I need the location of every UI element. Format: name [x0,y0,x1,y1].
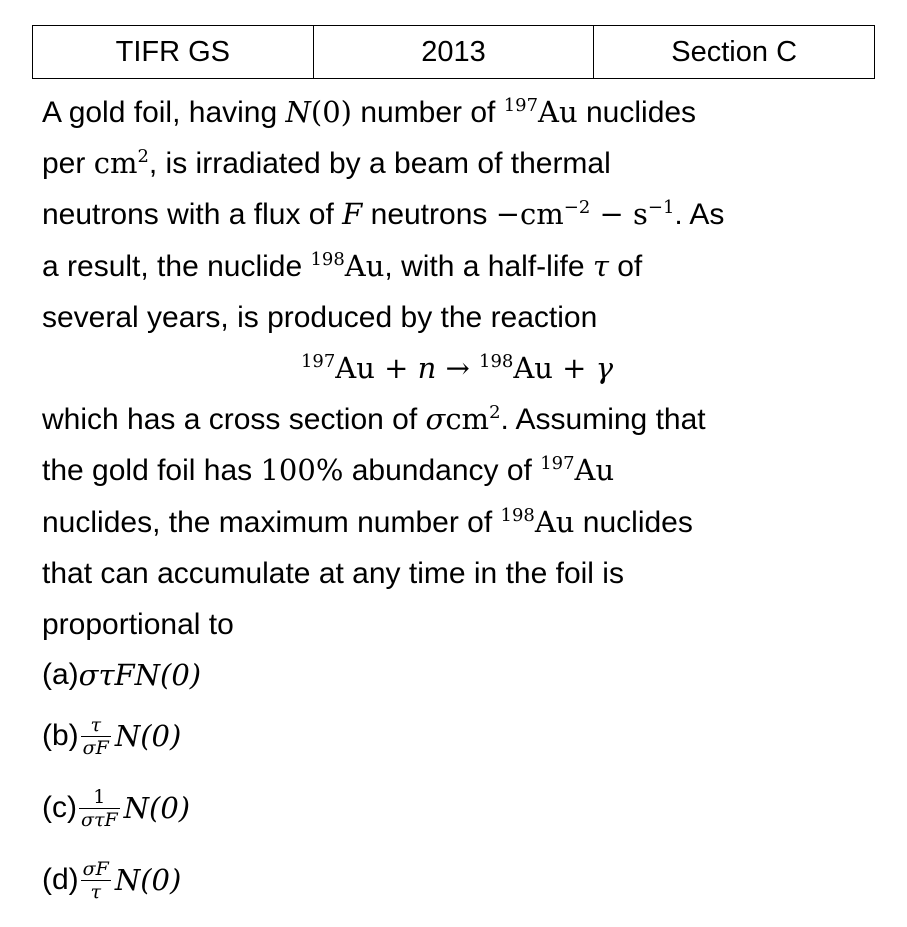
exponent: 2 [489,401,501,423]
denominator: σF [82,736,109,759]
arrow: → [436,350,480,385]
text: of [608,249,643,283]
unit: cm [93,146,138,181]
mass-number: 197 [540,453,575,475]
header-section: Section C [594,26,875,79]
option-label: (a) [42,658,79,692]
element-symbol: Au [344,248,385,283]
element-symbol: Au [574,453,615,488]
text: nuclides [574,505,693,539]
question-line-1 [42,87,872,138]
element-symbol: Au [534,504,575,539]
option-label: (c) [42,791,77,825]
math: (0) [310,95,352,129]
option-expression: N(0) [114,863,182,898]
denominator: τ [90,880,101,903]
exponent: −2 [563,197,591,219]
mass-number: 197 [503,94,539,116]
reaction-equation [42,343,872,394]
text: abundancy of [343,454,541,488]
option-d [42,844,872,916]
text: neutrons with a flux of [42,198,343,232]
text: . As [674,198,725,232]
option-label: (d) [42,863,79,897]
question-line-5: several years, is produced by the reaction [42,300,598,334]
option-label: (b) [42,719,79,753]
text: number of [351,96,504,129]
text: nuclides, the maximum number of [42,505,501,539]
exponent: −1 [647,197,675,219]
question-line-3 [42,189,872,240]
exponent: 2 [137,146,149,168]
math-var: τ [592,248,609,283]
unit: − s [590,197,648,232]
text: , is irradiated by a beam of thermal [148,147,611,181]
numerator: 1 [79,786,120,809]
text: the gold foil has [42,454,261,488]
option-b [42,700,872,772]
option-expression: στFN(0) [78,658,202,693]
header-exam: TIFR GS [33,26,314,79]
math-var: F [342,197,363,232]
math-var: N [285,95,311,129]
question-line-4 [42,241,872,292]
text: per [42,147,94,181]
text: which has a cross section of [42,403,426,437]
fraction [81,858,111,903]
unit: cm [445,402,490,437]
question-line-7 [42,394,872,445]
text: , with a half-life [384,249,593,283]
question-line-8 [42,445,872,496]
question-body [42,87,872,916]
question-line-11: proportional to [42,607,234,641]
fraction [81,714,111,759]
numerator: σF [82,857,109,880]
text: neutrons [362,198,496,232]
math: Au + [513,350,596,385]
mass-number: 198 [500,504,535,526]
math: 100% [260,453,344,488]
option-expression: N(0) [114,719,182,754]
math-var: γ [595,350,614,385]
denominator: στF [80,808,118,831]
mass-number: 198 [479,350,514,372]
text: A gold foil, having [42,96,286,129]
question-line-10: that can accumulate at any time in the foil is [42,556,624,590]
mass-number: 198 [310,248,345,270]
numerator: τ [81,714,111,737]
header-row [33,26,875,79]
text: nuclides [577,96,697,129]
text: a result, the nuclide [42,249,311,283]
option-a [42,650,872,700]
header-year: 2013 [313,26,594,79]
header-table [32,25,875,79]
text: . Assuming that [500,403,706,437]
option-expression: N(0) [123,791,191,826]
fraction [79,786,120,831]
element-symbol: Au [538,95,578,129]
question-line-9 [42,497,872,548]
math: Au + [335,350,418,385]
option-c [42,772,872,844]
math-var: n [417,350,437,385]
question-line-2 [42,138,872,189]
unit: −cm [495,197,564,232]
mass-number: 197 [300,350,336,372]
math-var: σ [425,402,446,437]
